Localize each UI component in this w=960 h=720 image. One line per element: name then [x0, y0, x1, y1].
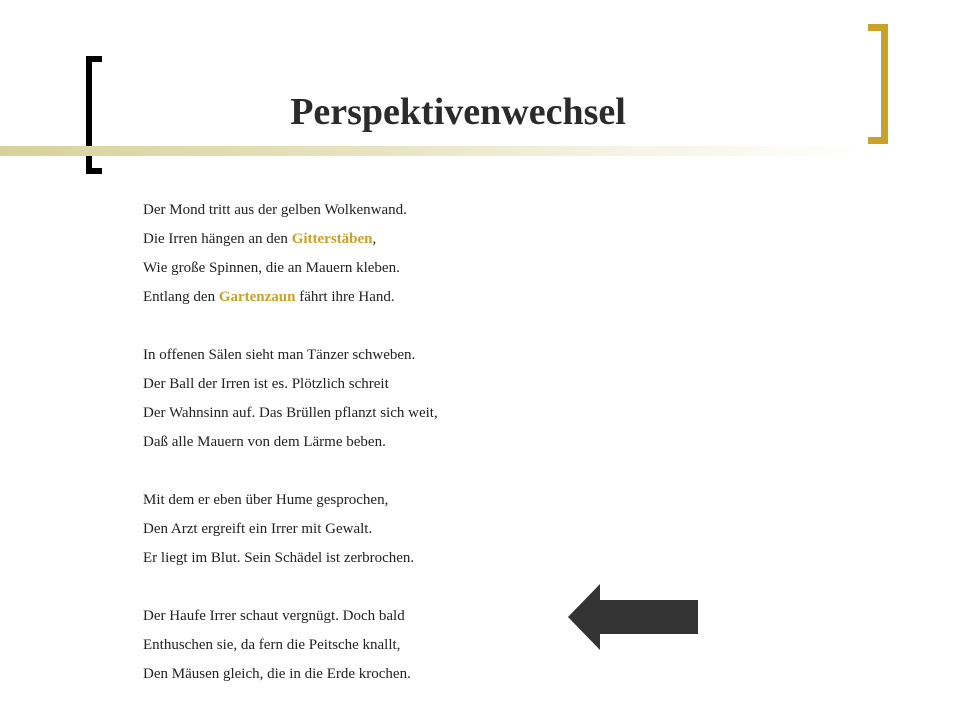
left-arrow-icon	[568, 584, 698, 650]
slide-title: Perspektivenwechsel	[290, 91, 626, 133]
title-underline-bar	[0, 146, 860, 156]
poem-line: In offenen Sälen sieht man Tänzer schweben.	[143, 347, 416, 363]
poem-line: Der Ball der Irren ist es. Plötzlich schreit	[143, 376, 389, 392]
poem-line	[143, 225, 663, 254]
poem-line: Den Arzt ergreift ein Irrer mit Gewalt.	[143, 521, 373, 537]
line-text: Entlang den	[143, 289, 219, 305]
poem-line	[143, 283, 663, 312]
poem-line: Daß alle Mauern von dem Lärme beben.	[143, 434, 386, 450]
poem-line: Der Mond tritt aus der gelben Wolkenwand.	[143, 202, 407, 218]
poem-line: Mit dem er eben über Hume gesprochen,	[143, 492, 389, 508]
back-arrow-button[interactable]	[568, 584, 698, 650]
stanza-2	[143, 341, 663, 457]
highlighted-word: Gitterstäben	[291, 231, 373, 247]
line-text: ,	[372, 231, 377, 247]
poem-line: Er liegt im Blut. Sein Schädel ist zerbrochen.	[143, 550, 415, 566]
stanza-3	[143, 486, 663, 573]
poem-line: Der Wahnsinn auf. Das Brüllen pflanzt sich weit,	[143, 405, 438, 421]
poem-line: Der Haufe Irrer schaut vergnügt. Doch bald	[143, 608, 405, 624]
stanza-1	[143, 196, 663, 312]
highlighted-word: Gartenzaun	[218, 289, 296, 305]
poem-line: Wie große Spinnen, die an Mauern kleben.	[143, 260, 400, 276]
poem-line: Den Mäusen gleich, die in die Erde krochen.	[143, 666, 411, 682]
line-text: Die Irren hängen an den	[143, 231, 292, 247]
line-text: fährt ihre Hand.	[295, 289, 395, 305]
poem-line: Enthuschen sie, da fern die Peitsche knallt,	[143, 637, 401, 653]
